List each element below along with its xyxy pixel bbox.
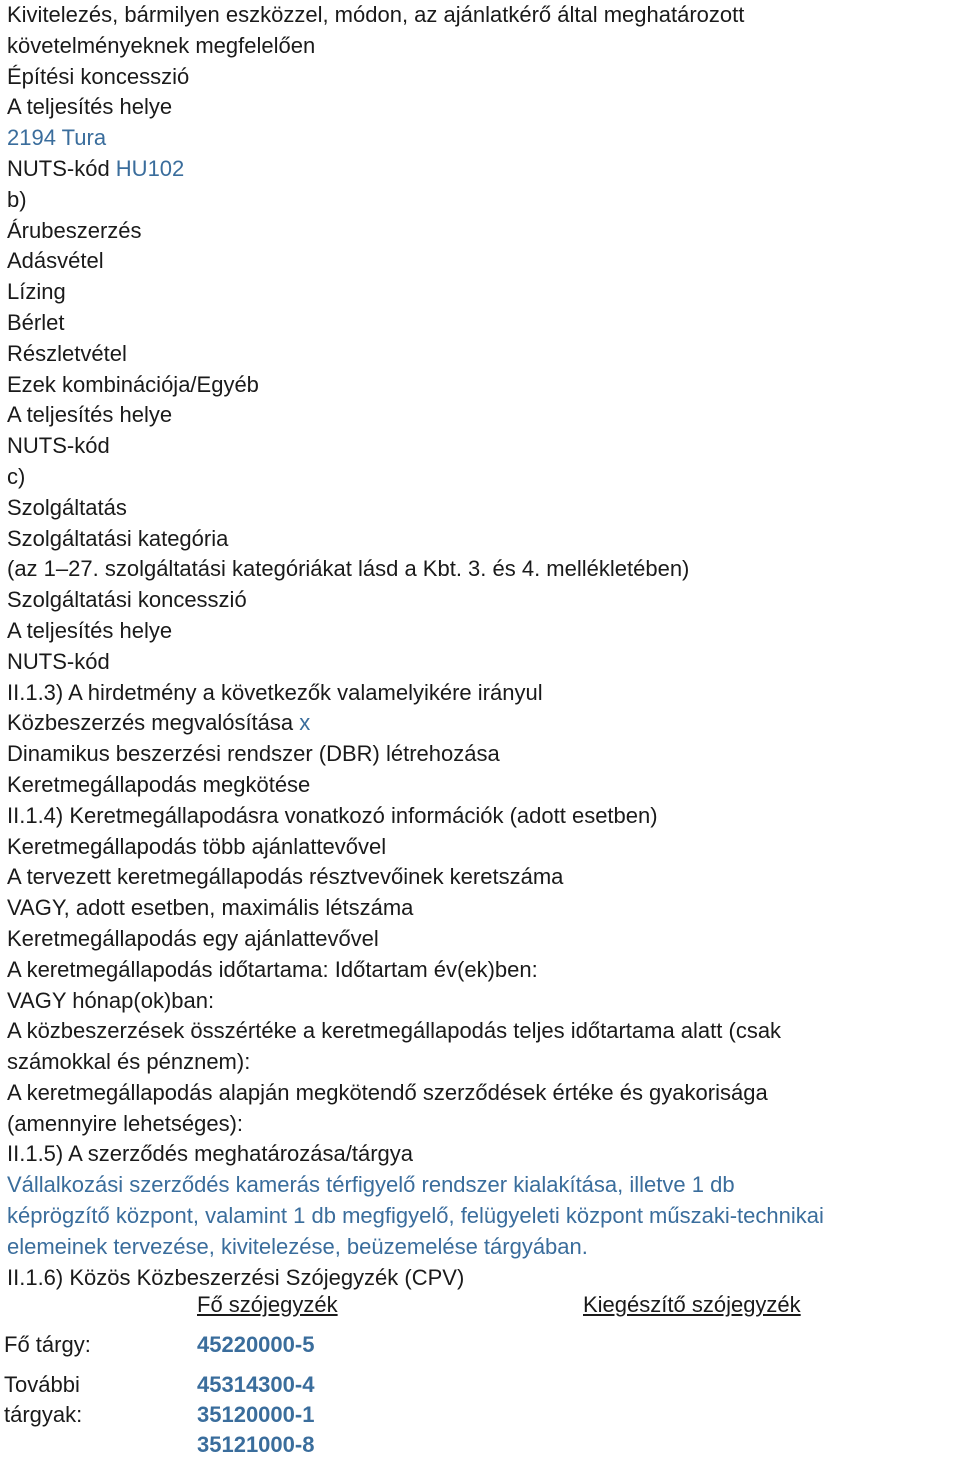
document-line: (az 1–27. szolgáltatási kategóriákat lásd a Kbt. 3. és 4. mellékletében) <box>7 556 690 582</box>
document-line: II.1.3) A hirdetmény a következők valamelyikére irányul <box>7 679 543 705</box>
document-line: Szolgáltatási koncesszió <box>7 587 247 613</box>
document-line: Árubeszerzés <box>7 217 142 243</box>
document-line: II.1.6) Közös Közbeszerzési Szójegyzék (CPV) <box>7 1264 465 1290</box>
document-body <box>7 0 957 1293</box>
document-line: Vállalkozási szerződés kamerás térfigyelő rendszer kialakítása, illetve 1 db <box>7 1172 735 1198</box>
document-line: számokkal és pénznem): <box>7 1049 251 1075</box>
document-line: képrögzítő központ, valamint 1 db megfigyelő, felügyeleti központ műszaki-technikai <box>7 1203 824 1229</box>
cpv-main-code: 45220000-5 <box>197 1332 315 1357</box>
cpv-main-label: Fő tárgy: <box>4 1332 91 1357</box>
document-line <box>7 154 957 185</box>
document-line: Építési koncesszió <box>7 63 190 89</box>
cpv-further-code: 35120000-1 <box>197 1402 315 1427</box>
document-line: A teljesítés helye <box>7 402 173 428</box>
document-line: Szolgáltatás <box>7 494 127 520</box>
document-line: NUTS-kód <box>7 648 110 674</box>
line-label: Közbeszerzés megvalósítása <box>7 710 300 736</box>
cpv-main-header: Fő szójegyzék <box>197 1292 338 1317</box>
document-line: (amennyire lehetséges): <box>7 1110 244 1136</box>
document-line: Szolgáltatási kategória <box>7 525 229 551</box>
line-value: x <box>299 710 311 736</box>
cpv-further-label: További <box>4 1372 80 1397</box>
document-line: Bérlet <box>7 309 65 335</box>
document-line: követelményeknek megfelelően <box>7 32 316 58</box>
document-line <box>7 708 957 739</box>
document-line: A teljesítés helye <box>7 94 173 120</box>
document-line: A keretmegállapodás alapján megkötendő szerződések értéke és gyakorisága <box>7 1079 768 1105</box>
document-line: II.1.5) A szerződés meghatározása/tárgya <box>7 1141 414 1167</box>
document-line: Adásvétel <box>7 248 104 274</box>
document-line: c) <box>7 463 26 489</box>
document-line: Kivitelezés, bármilyen eszközzel, módon, az ajánlatkérő által meghatározott <box>7 2 745 27</box>
document-line: A közbeszerzések összértéke a keretmegállapodás teljes időtartama alatt (csak <box>7 1018 782 1044</box>
document-line: Keretmegállapodás egy ajánlattevővel <box>7 925 379 951</box>
document-line: Keretmegállapodás megkötése <box>7 771 311 797</box>
cpv-supplementary-header: Kiegészítő szójegyzék <box>583 1292 801 1317</box>
document-line: II.1.4) Keretmegállapodásra vonatkozó információk (adott esetben) <box>7 802 658 828</box>
cpv-further-code: 45314300-4 <box>197 1372 315 1397</box>
document-line: A tervezett keretmegállapodás résztvevőinek keretszáma <box>7 864 564 890</box>
document-line: Lízing <box>7 279 66 305</box>
line-value: HU102 <box>115 155 185 181</box>
document-line: A teljesítés helye <box>7 617 173 643</box>
document-line: VAGY hónap(ok)ban: <box>7 987 215 1013</box>
cpv-further-code: 35121000-8 <box>197 1432 315 1457</box>
document-line: elemeinek tervezése, kivitelezése, beüzemelése tárgyában. <box>7 1233 588 1259</box>
document-line: Dinamikus beszerzési rendszer (DBR) létrehozása <box>7 741 500 767</box>
document-line: VAGY, adott esetben, maximális létszáma <box>7 895 414 921</box>
document-line: A keretmegállapodás időtartama: Időtartam év(ek)ben: <box>7 956 538 982</box>
document-line: NUTS-kód <box>7 433 110 459</box>
document-line: Ezek kombinációja/Egyéb <box>7 371 259 397</box>
document-line: 2194 Tura <box>7 125 107 151</box>
document-line: Keretmegállapodás több ajánlattevővel <box>7 833 387 859</box>
document-line: Részletvétel <box>7 340 127 366</box>
line-label: NUTS-kód <box>7 155 116 181</box>
document-line: b) <box>7 186 27 212</box>
cpv-further-label: tárgyak: <box>4 1402 83 1427</box>
